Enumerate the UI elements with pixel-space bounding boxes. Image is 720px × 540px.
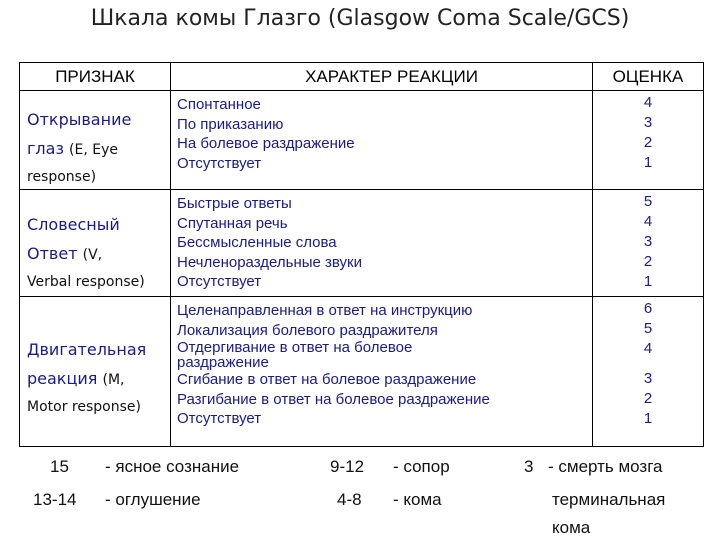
sign-cell-verbal xyxy=(20,190,171,297)
sign-name: Двигательная xyxy=(27,340,147,359)
table-row-motor xyxy=(20,297,704,447)
score-value: 6 xyxy=(643,300,653,317)
response-item: Сгибание в ответ на болевое раздражение xyxy=(177,371,477,388)
response-item: Целенаправленная в ответ на инструкцию xyxy=(177,302,473,319)
response-item: Спутанная речь xyxy=(177,214,288,232)
table-row-eye xyxy=(20,91,704,190)
sign-name: Словесный xyxy=(27,215,120,234)
score-value: 3 xyxy=(643,233,653,250)
legend-score: 9-12 xyxy=(330,457,365,476)
response-item: Бессмысленные слова xyxy=(177,234,337,251)
header-sign: ПРИЗНАК xyxy=(20,63,171,91)
legend-text: - ясное сознание xyxy=(105,457,240,476)
sign-abbrev: (M, xyxy=(102,372,125,388)
legend-text: кома xyxy=(552,518,591,537)
table-header-row xyxy=(20,63,704,91)
response-item: Отсутствует xyxy=(177,273,262,290)
response-item: Разгибание в ответ на болевое раздражение xyxy=(177,390,490,408)
score-value: 3 xyxy=(643,114,653,131)
score-value: 4 xyxy=(643,213,653,230)
response-item: Отсутствует xyxy=(177,154,262,172)
score-value: 4 xyxy=(643,94,653,111)
score-value: 3 xyxy=(643,370,653,387)
score-value: 1 xyxy=(643,273,653,290)
response-item: На болевое раздражение xyxy=(177,135,355,152)
score-value: 5 xyxy=(643,193,653,210)
sign-abbrev: (V, xyxy=(82,247,103,263)
sign-name: Открывание xyxy=(27,110,132,129)
sign-name: реакция xyxy=(27,369,98,388)
header-response: ХАРАКТЕР РЕАКЦИИ xyxy=(171,63,593,91)
legend-score: 13-14 xyxy=(33,490,77,509)
legend-score: 4-8 xyxy=(337,490,362,509)
score-value: 1 xyxy=(643,410,653,427)
sign-abbrev: response) xyxy=(27,169,97,185)
score-cell-eye xyxy=(593,91,704,190)
legend-text: - смерть мозга xyxy=(548,457,663,476)
response-cell-verbal xyxy=(171,190,593,297)
response-cell-eye xyxy=(171,91,593,190)
response-cell-motor xyxy=(171,297,593,447)
page-title: Шкала комы Глазго (Glasgow Coma Scale/GCS) xyxy=(90,6,630,31)
legend-text: - сопор xyxy=(393,457,450,476)
score-cell-verbal xyxy=(593,190,704,297)
sign-name: Ответ xyxy=(27,244,78,263)
sign-abbrev: (E, Eye xyxy=(69,142,118,158)
response-item: Нечленораздельные звуки xyxy=(177,253,362,271)
table-row-verbal xyxy=(20,190,704,297)
score-value: 2 xyxy=(643,134,653,151)
sign-cell-motor xyxy=(20,297,171,447)
header-score: ОЦЕНКА xyxy=(593,63,704,91)
legend-text: - оглушение xyxy=(105,490,201,509)
legend-score: 15 xyxy=(50,457,69,476)
response-item: Спонтанное xyxy=(177,96,261,113)
response-item: Отсутствует xyxy=(177,410,262,427)
response-item: Быстрые ответы xyxy=(177,195,292,212)
response-item: По приказанию xyxy=(177,115,284,133)
response-item: Локализация болевого раздражителя xyxy=(177,321,438,339)
response-item: Отдергивание в ответ на болевое раздражение xyxy=(177,339,413,371)
score-cell-motor xyxy=(593,297,704,447)
legend-text: терминальная xyxy=(552,490,666,509)
legend-score: 3 xyxy=(524,457,534,476)
sign-name: глаз xyxy=(27,139,64,158)
score-value: 5 xyxy=(643,320,653,337)
score-value: 2 xyxy=(643,390,653,407)
sign-abbrev: Verbal response) xyxy=(27,274,145,290)
score-value: 1 xyxy=(643,154,653,171)
score-value: 4 xyxy=(643,340,653,357)
sign-cell-eye xyxy=(20,91,171,190)
sign-abbrev: Motor response) xyxy=(27,399,141,415)
legend-text: - кома xyxy=(393,490,442,509)
gcs-table xyxy=(19,62,704,447)
score-value: 2 xyxy=(643,253,653,270)
